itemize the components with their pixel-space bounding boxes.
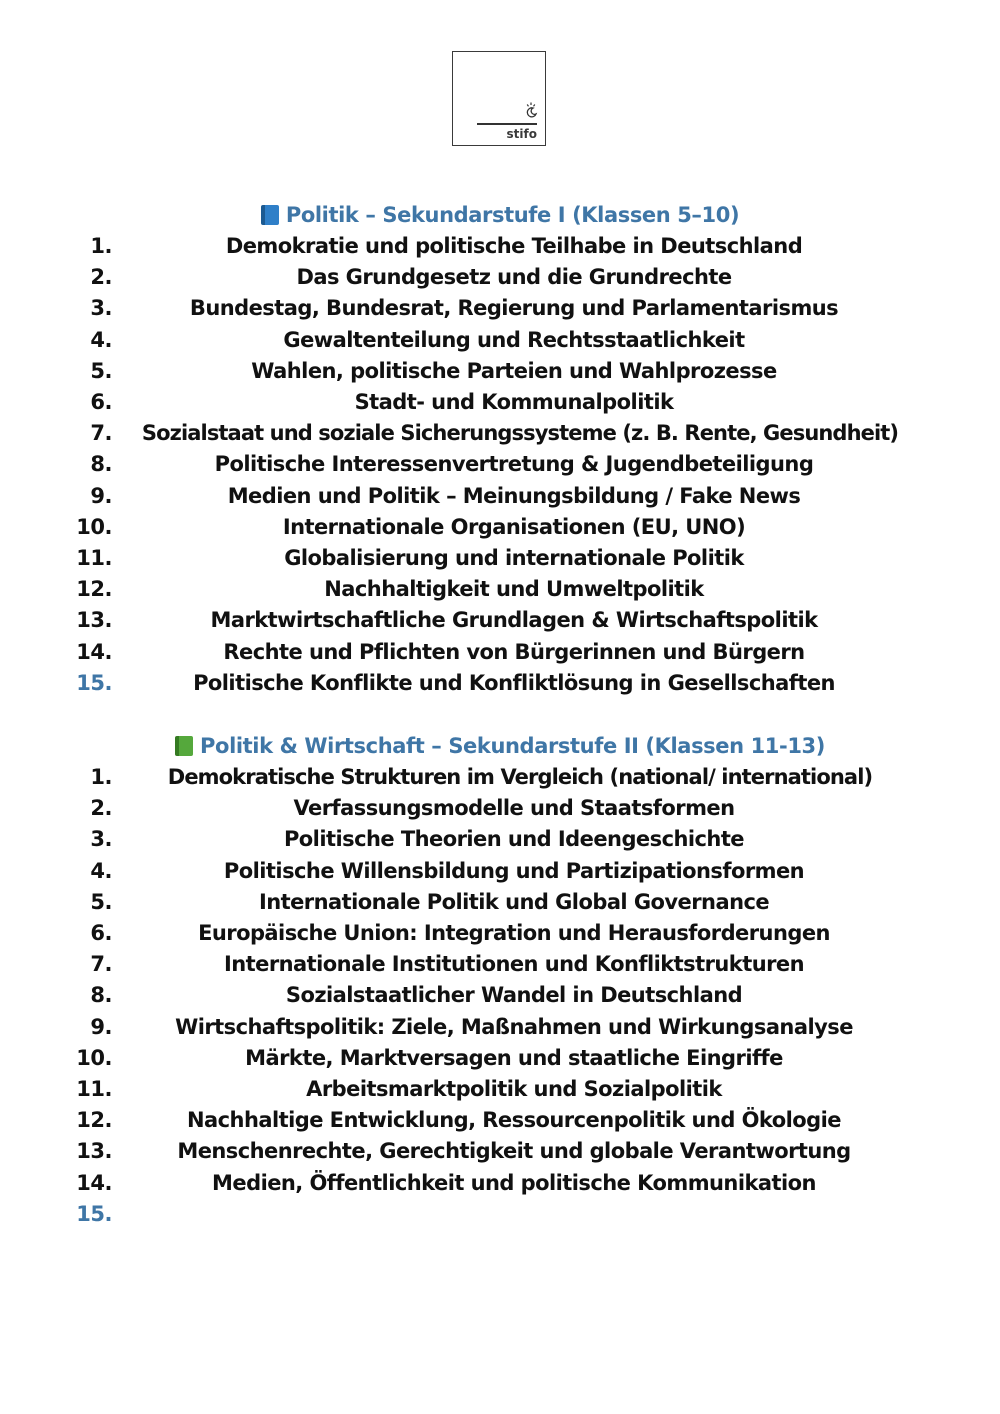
list-item-text: Politische Konflikte und Konfliktlösung in Gesellschaften — [193, 670, 835, 695]
list-item — [0, 921, 1000, 952]
list-item — [0, 546, 1000, 577]
list-item-text: Arbeitsmarktpolitik und Sozialpolitik — [306, 1077, 722, 1101]
list-item — [0, 265, 1000, 296]
list-item-number: 7. — [90, 421, 112, 446]
list-item-text: Wirtschaftspolitik: Ziele, Maßnahmen und Wirkungsanalyse — [175, 1014, 853, 1039]
list-item-text: Nachhaltige Entwicklung, Ressourcenpolitik und Ökologie — [187, 1108, 841, 1133]
section1-title-text: Politik – Sekundarstufe I (Klassen 5–10) — [285, 203, 740, 227]
list-item — [0, 1108, 1000, 1139]
section2-title — [0, 734, 1000, 758]
list-item-number: 14. — [76, 1170, 112, 1195]
list-item — [0, 484, 1000, 515]
list-item-number: 12. — [76, 1108, 112, 1133]
list-item — [0, 952, 1000, 983]
list-item-number: 3. — [90, 827, 112, 852]
list-item — [0, 827, 1000, 858]
list-item — [0, 577, 1000, 608]
list-item — [0, 359, 1000, 390]
list-item-text: Wahlen, politische Parteien und Wahlprozesse — [251, 358, 777, 383]
list-item-text: Stadt- und Kommunalpolitik — [354, 390, 674, 414]
list-item-number: 13. — [76, 608, 112, 633]
list-item-number: 2. — [90, 796, 112, 821]
list-item-text: Sozialstaatlicher Wandel in Deutschland — [285, 983, 743, 1008]
sun-moon-icon — [524, 102, 538, 118]
list-item-text: Gewaltenteilung und Rechtsstaatlichkeit — [283, 327, 745, 352]
list-item-number: 13. — [76, 1139, 112, 1164]
list-item-number: 8. — [90, 452, 112, 477]
list-item-number: 4. — [90, 327, 112, 352]
list-item-text: Bundestag, Bundesrat, Regierung und Parlamentarismus — [189, 296, 839, 321]
list-item-number: 11. — [76, 1077, 112, 1101]
list-item — [0, 1171, 1000, 1202]
list-item — [0, 452, 1000, 483]
list-item-number: 12. — [76, 577, 112, 602]
list-item-number: 5. — [90, 889, 112, 914]
list-item-number: 11. — [76, 546, 112, 570]
list-item-text: Europäische Union: Integration und Herausforderungen — [198, 921, 830, 945]
list-item-text: Internationale Politik und Global Governance — [258, 889, 770, 914]
list-item — [0, 1046, 1000, 1077]
list-item-text: Nachhaltigkeit und Umweltpolitik — [324, 577, 704, 602]
list-item-number: 15. — [76, 1201, 112, 1226]
list-item — [0, 421, 1000, 452]
list-item-text: Globalisierung und internationale Politik — [284, 546, 744, 570]
list-item-number: 1. — [90, 765, 112, 789]
list-item-text: Demokratie und politische Teilhabe in Deutschland — [225, 234, 803, 258]
list-item — [0, 890, 1000, 921]
list-item-text: Sozialstaat und soziale Sicherungssysteme (z. B. Rente, Gesundheit) — [141, 421, 899, 446]
list-item-number: 10. — [76, 514, 112, 539]
blue-book-icon — [261, 205, 279, 225]
list-item-text: Rechte und Pflichten von Bürgerinnen und Bürgern — [223, 639, 805, 664]
list-item — [0, 1077, 1000, 1108]
list-item-number: 9. — [90, 1014, 112, 1039]
section2-title-text: Politik & Wirtschaft – Sekundarstufe II (Klassen 11-13) — [200, 734, 825, 758]
logo-underline — [477, 123, 537, 125]
list-item — [0, 608, 1000, 639]
list-item — [0, 234, 1000, 265]
list-item — [0, 1139, 1000, 1170]
list-item — [0, 765, 1000, 796]
list-item-text: Politische Willensbildung und Partizipationsformen — [223, 858, 805, 883]
list-item-number: 9. — [90, 483, 112, 508]
list-item-text: Demokratische Strukturen im Vergleich (national/ international) — [167, 765, 873, 789]
list-item — [0, 515, 1000, 546]
list-item-number: 6. — [90, 921, 112, 945]
list-item — [0, 671, 1000, 702]
list-item-number: 10. — [76, 1045, 112, 1070]
list-item-number: 6. — [90, 390, 112, 414]
list-item-text: Politische Theorien und Ideengeschichte — [283, 827, 745, 852]
list-item-number: 14. — [76, 639, 112, 664]
list-item-number: 5. — [90, 358, 112, 383]
list-item — [0, 1202, 1000, 1233]
stifo-logo — [452, 51, 546, 146]
section1-title — [0, 203, 1000, 227]
list-item-number: 8. — [90, 983, 112, 1008]
list-item — [0, 1015, 1000, 1046]
list-item-text: Medien und Politik – Meinungsbildung / Fake News — [227, 483, 801, 508]
list-item-text: Internationale Organisationen (EU, UNO) — [282, 514, 746, 539]
list-item-text: Menschenrechte, Gerechtigkeit und globale Verantwortung — [177, 1139, 851, 1164]
list-item — [0, 859, 1000, 890]
list-item-text: Das Grundgesetz und die Grundrechte — [296, 265, 732, 290]
list-item-number: 15. — [76, 670, 112, 695]
list-item — [0, 296, 1000, 327]
list-item-text: Politische Interessenvertretung & Jugendbeteiligung — [214, 452, 814, 477]
list-item — [0, 796, 1000, 827]
list-item-number: 7. — [90, 952, 112, 977]
green-book-icon — [175, 736, 193, 756]
list-item-number: 1. — [90, 234, 112, 258]
list-item — [0, 328, 1000, 359]
list-item — [0, 983, 1000, 1014]
logo-text: stifo — [506, 127, 537, 141]
list-item-text: Internationale Institutionen und Konfliktstrukturen — [223, 952, 805, 977]
list-item-text: Medien, Öffentlichkeit und politische Kommunikation — [212, 1170, 816, 1195]
list-item-text: Marktwirtschaftliche Grundlagen & Wirtschaftspolitik — [210, 608, 818, 633]
list-item-number: 2. — [90, 265, 112, 290]
list-item-number: 4. — [90, 858, 112, 883]
list-item-text: Verfassungsmodelle und Staatsformen — [293, 796, 735, 821]
list-item — [0, 640, 1000, 671]
list-item — [0, 390, 1000, 421]
list-item-text: Märkte, Marktversagen und staatliche Eingriffe — [245, 1045, 783, 1070]
list-item-number: 3. — [90, 296, 112, 321]
